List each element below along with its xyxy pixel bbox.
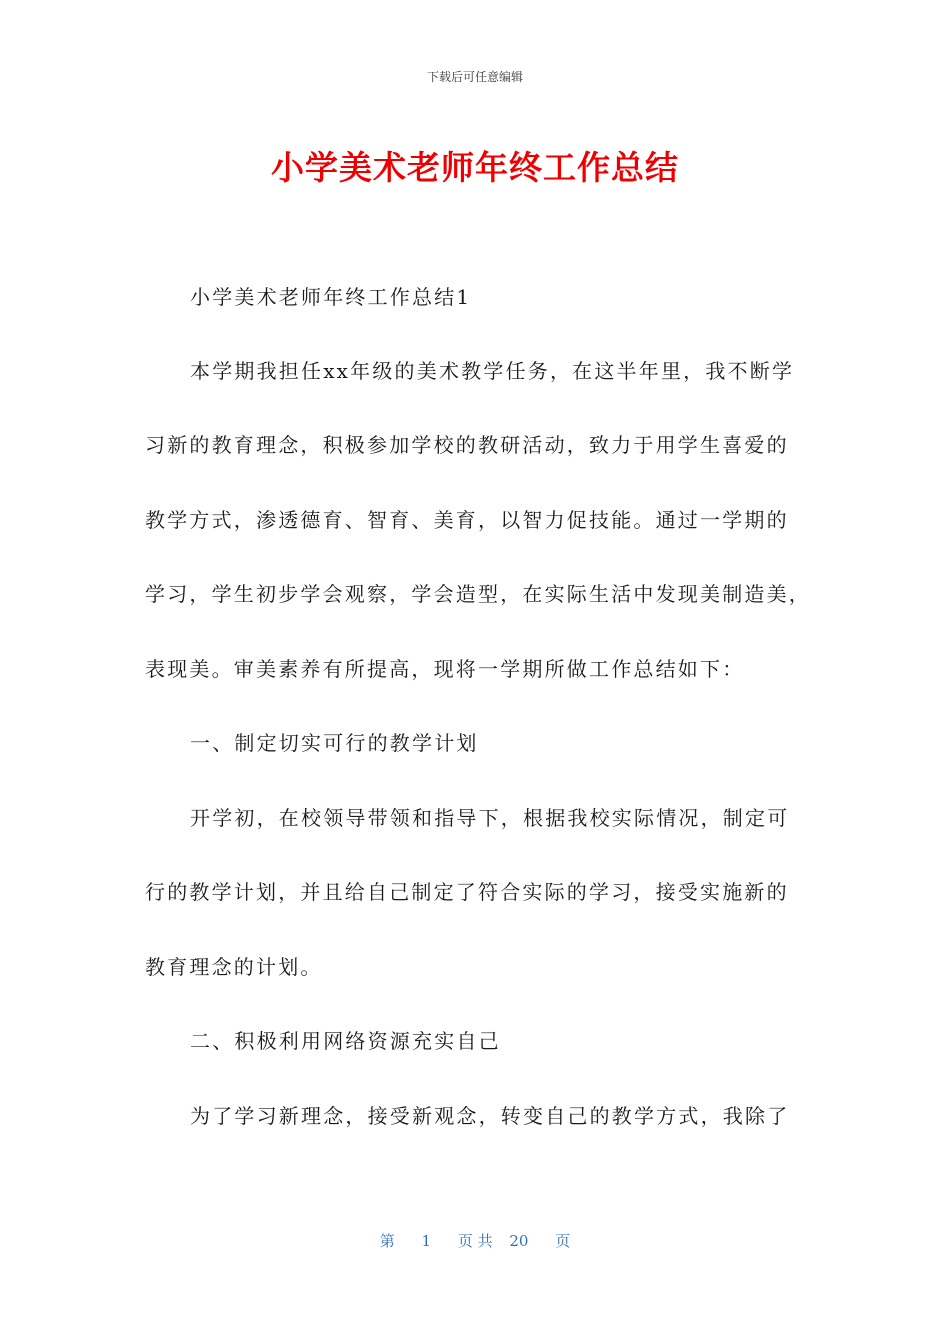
footer-prefix: 第 — [379, 1232, 395, 1250]
paragraph-line: 表现美。审美素养有所提高，现将一学期所做工作总结如下： — [145, 657, 745, 681]
document-title: 小学美术老师年终工作总结 — [271, 148, 679, 187]
paragraph-line: 本学期我担任xx年级的美术教学任务，在这半年里，我不断学 — [190, 359, 795, 383]
section-heading: 一、制定切实可行的教学计划 — [190, 731, 479, 755]
section-heading: 二、积极利用网络资源充实自己 — [190, 1029, 501, 1053]
footer-middle: 页 共 — [457, 1232, 493, 1250]
paragraph-line: 习新的教育理念，积极参加学校的教研活动，致力于用学生喜爱的 — [145, 433, 789, 457]
footer-suffix: 页 — [555, 1232, 571, 1250]
paragraph-line: 为了学习新理念，接受新观念，转变自己的教学方式，我除了 — [190, 1104, 790, 1128]
paragraph-line: 学习，学生初步学会观察，学会造型，在实际生活中发现美制造美， — [145, 582, 811, 606]
paragraph-line: 行的教学计划，并且给自己制定了符合实际的学习，接受实施新的 — [145, 880, 789, 904]
footer-total-pages: 20 — [509, 1232, 529, 1250]
paragraph-line: 开学初，在校领导带领和指导下，根据我校实际情况，制定可 — [190, 806, 790, 830]
footer-page-number: 1 — [421, 1232, 432, 1250]
header-note: 下载后可任意编辑 — [426, 70, 523, 84]
page-footer — [0, 1230, 950, 1251]
paragraph-line: 教学方式，渗透德育、智育、美育，以智力促技能。通过一学期的 — [145, 508, 789, 532]
section-heading: 小学美术老师年终工作总结1 — [190, 285, 472, 309]
paragraph-line: 教育理念的计划。 — [145, 955, 323, 979]
